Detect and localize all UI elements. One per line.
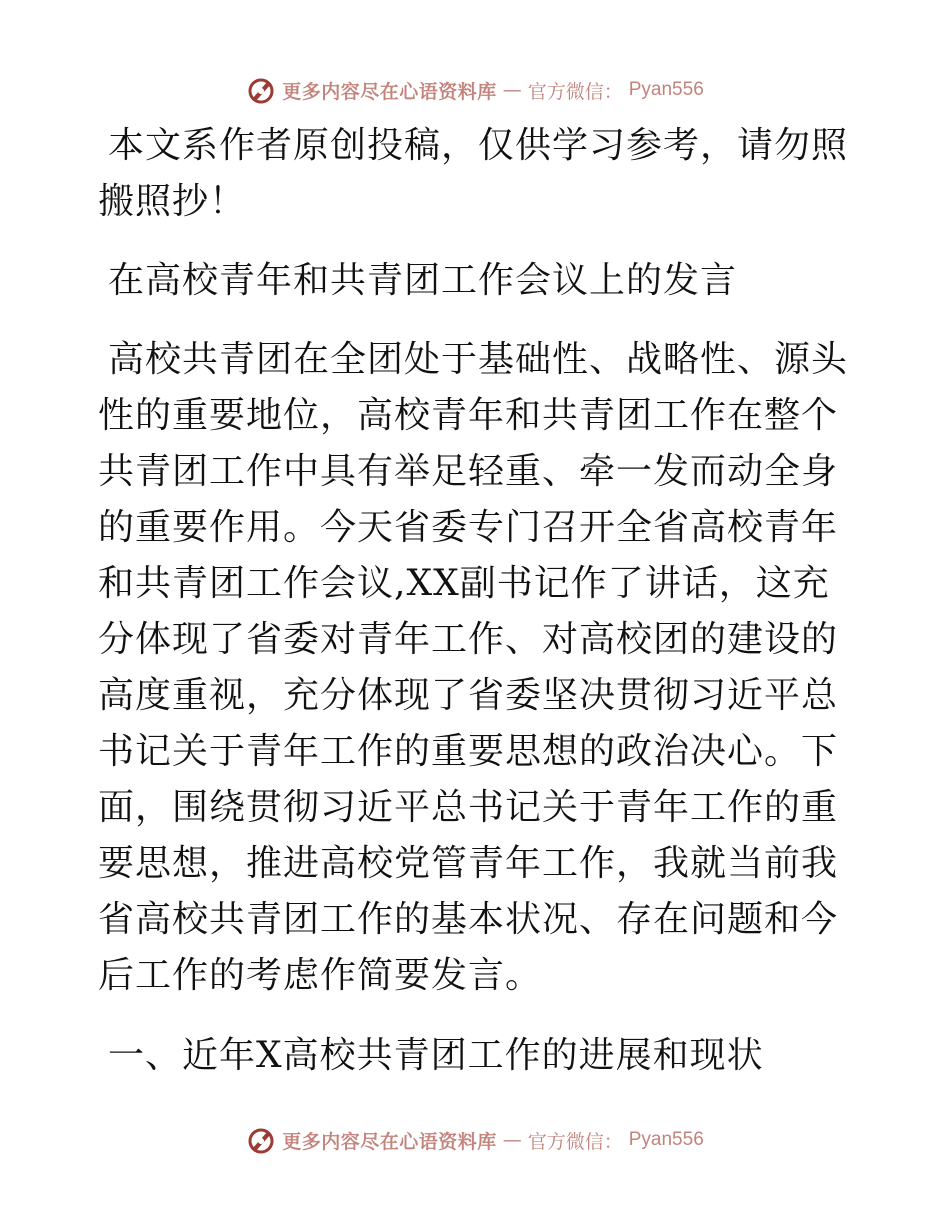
document-title: 在高校青年和共青团工作会议上的发言: [108, 260, 738, 301]
banner-slogan: 更多内容尽在心语资料库: [282, 1130, 497, 1153]
body-paragraph: 高校共青团在全团处于基础性、战略性、源头性的重要地位，高校青年和共青团工作在整个共青团工作中具有举足轻重、牵一发而动全身的重要作用。今天省委专门召开全省高校青年和共青团工作会议,XX副书记作了讲话，这充分体现了省委对青年工作、对高校团的建设的高度重视，充分体现了省委坚决贯彻习近平总书记关于青年工作的重要思想的政治决心。下面，围绕贯彻习近平总书记关于青年工作的重要思想，推进高校党管青年工作，我就当前我省高校共青团工作的基本状况、存在问题和今后工作的考虑作简要发言。: [98, 339, 849, 996]
header-banner: [0, 70, 950, 110]
banner-slogan: 更多内容尽在心语资料库: [282, 80, 497, 103]
footer-banner: [0, 1120, 950, 1160]
banner-wechat-id: Pyan556: [628, 79, 704, 100]
banner-wechat-id: Pyan556: [628, 1129, 704, 1150]
document-content: [98, 118, 858, 1084]
pen-circle-logo-icon: [246, 75, 276, 105]
banner-wechat-label: 官方微信：: [527, 1130, 623, 1153]
banner-wechat-label: 官方微信：: [527, 80, 623, 103]
section-heading: 一、近年X高校共青团工作的进展和现状: [108, 1035, 764, 1076]
copyright-notice: 本文系作者原创投稿，仅供学习参考，请勿照搬照抄！: [98, 125, 849, 222]
banner-separator: —: [502, 79, 522, 101]
banner-separator: —: [502, 1129, 522, 1151]
pen-circle-logo-icon: [246, 1125, 276, 1155]
